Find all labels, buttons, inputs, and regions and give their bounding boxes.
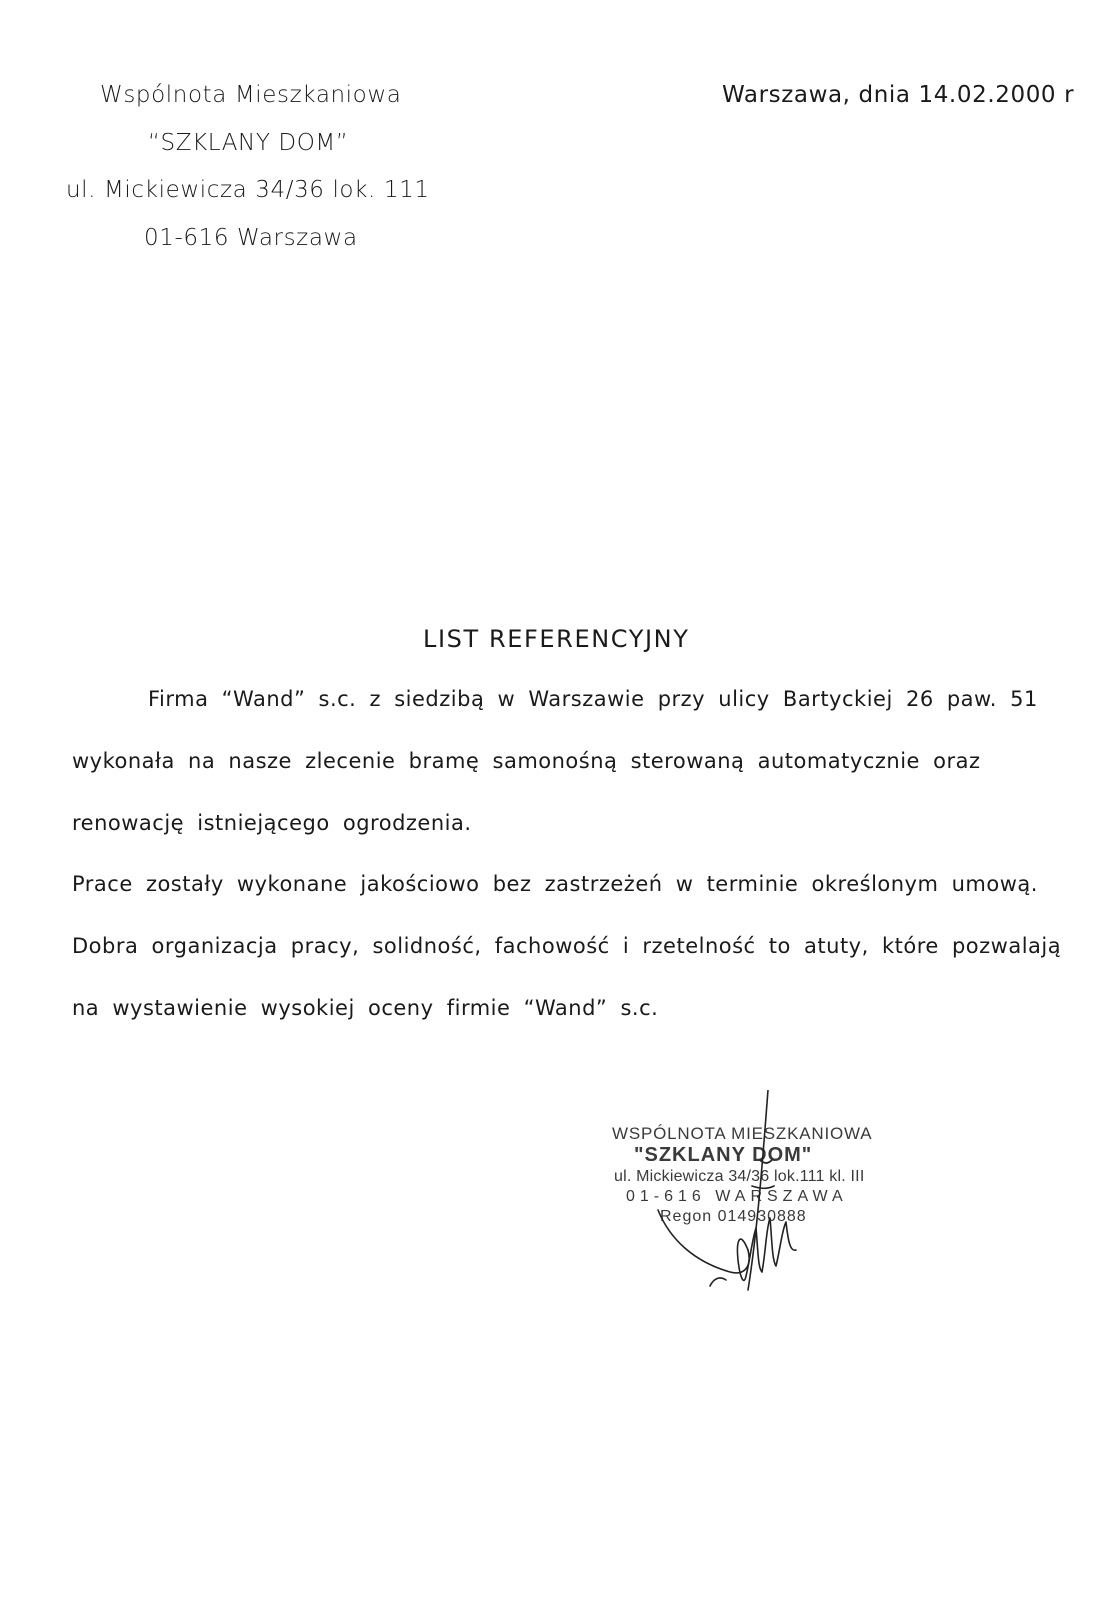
stamp-name: "SZKLANY DOM"	[634, 1144, 813, 1166]
sender-organization: Wspólnota Mieszkaniowa	[100, 82, 402, 108]
stamp-regon: Regon 014930888	[660, 1208, 807, 1225]
sender-street: ul. Mickiewicza 34/36 lok. 111	[66, 177, 430, 203]
stamp-organization: WSPÓLNOTA MIESZKANIOWA	[612, 1124, 873, 1143]
body-line: Prace zostały wykonane jakościowo bez zastrzeżeń w terminie określonym umową.	[72, 872, 1038, 896]
body-line: wykonała na nasze zlecenie bramę samonośną sterowaną automatycznie oraz	[72, 749, 981, 773]
sender-city: 01-616 Warszawa	[144, 225, 358, 251]
stamp-address: ul. Mickiewicza 34/36 lok.111 kl. III	[614, 1168, 865, 1185]
sender-name: “SZKLANY DOM”	[148, 130, 349, 156]
body-line: renowację istniejącego ogrodzenia.	[72, 811, 472, 835]
stamp-city: 01-616 WARSZAWA	[626, 1188, 848, 1205]
place-date: Warszawa, dnia 14.02.2000 r	[722, 82, 1075, 108]
letter-title: LIST REFERENCYJNY	[423, 625, 690, 653]
body-line: na wystawienie wysokiej oceny firmie “Wand” s.c.	[72, 996, 659, 1020]
body-line: Firma “Wand” s.c. z siedzibą w Warszawie przy ulicy Bartyckiej 26 paw. 51	[148, 687, 1038, 711]
signature-scribble	[640, 1090, 870, 1320]
body-line: Dobra organizacja pracy, solidność, fachowość i rzetelność to atuty, które pozwalają	[72, 934, 1062, 958]
